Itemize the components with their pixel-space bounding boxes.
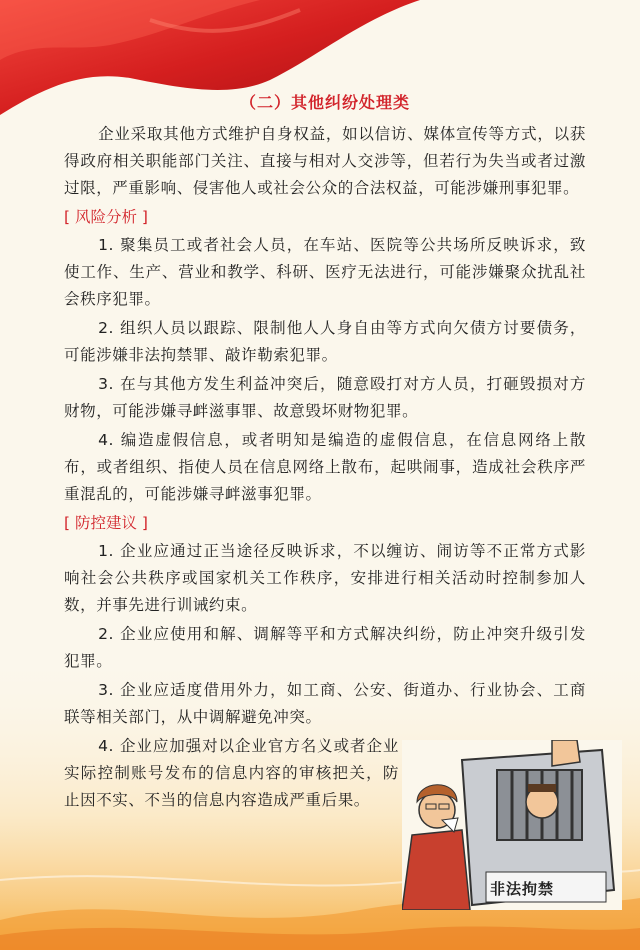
risk-item: 1. 聚集员工或者社会人员，在车站、医院等公共场所反映诉求，致使工作、生产、营业和教学、科研、医疗无法进行，可能涉嫌聚众扰乱社会秩序犯罪。 [64, 236, 586, 308]
risk-analysis-label: [ 风险分析 ] [64, 208, 148, 226]
prevention-item: 3. 企业应适度借用外力，如工商、公安、街道办、行业协会、工商联等相关部门，从中调解避免冲突。 [64, 681, 586, 726]
risk-item: 4. 编造虚假信息，或者明知是编造的虚假信息，在信息网络上散布，或者组织、指使人员在信息网络上散布，起哄闹事，造成社会秩序严重混乱的，可能涉嫌寻衅滋事犯罪。 [64, 431, 586, 503]
prevention-item: 4. 企业应加强对以企业官方名义或者企业实际控制账号发布的信息内容的审核把关，防止因不实、不当的信息内容造成严重后果。 [64, 737, 399, 809]
document-body [64, 90, 586, 814]
risk-item: 3. 在与其他方发生利益冲突后，随意殴打对方人员，打砸毁损对方财物，可能涉嫌寻衅滋事罪、故意毁坏财物犯罪。 [64, 375, 586, 420]
prevention-label: [ 防控建议 ] [64, 514, 148, 532]
section-title: （二）其他纠纷处理类 [239, 93, 410, 112]
illustration-caption: 非法拘禁 [490, 880, 555, 898]
intro-paragraph: 企业采取其他方式维护自身权益，如以信访、媒体宣传等方式，以获得政府相关职能部门关注、直接与相对人交涉等，但若行为失当或者过激过限，严重影响、侵害他人或社会公众的合法权益，可能涉嫌刑事犯罪。 [64, 125, 586, 197]
risk-item: 2. 组织人员以跟踪、限制他人人身自由等方式向欠债方讨要债务，可能涉嫌非法拘禁罪、敲诈勒索犯罪。 [64, 319, 586, 364]
prevention-item: 1. 企业应通过正当途径反映诉求，不以缠访、闹访等不正常方式影响社会公共秩序或国家机关工作秩序，安排进行相关活动时控制参加人数，并事先进行训诫约束。 [64, 542, 586, 614]
prevention-item: 2. 企业应使用和解、调解等平和方式解决纠纷，防止冲突升级引发犯罪。 [64, 625, 586, 670]
